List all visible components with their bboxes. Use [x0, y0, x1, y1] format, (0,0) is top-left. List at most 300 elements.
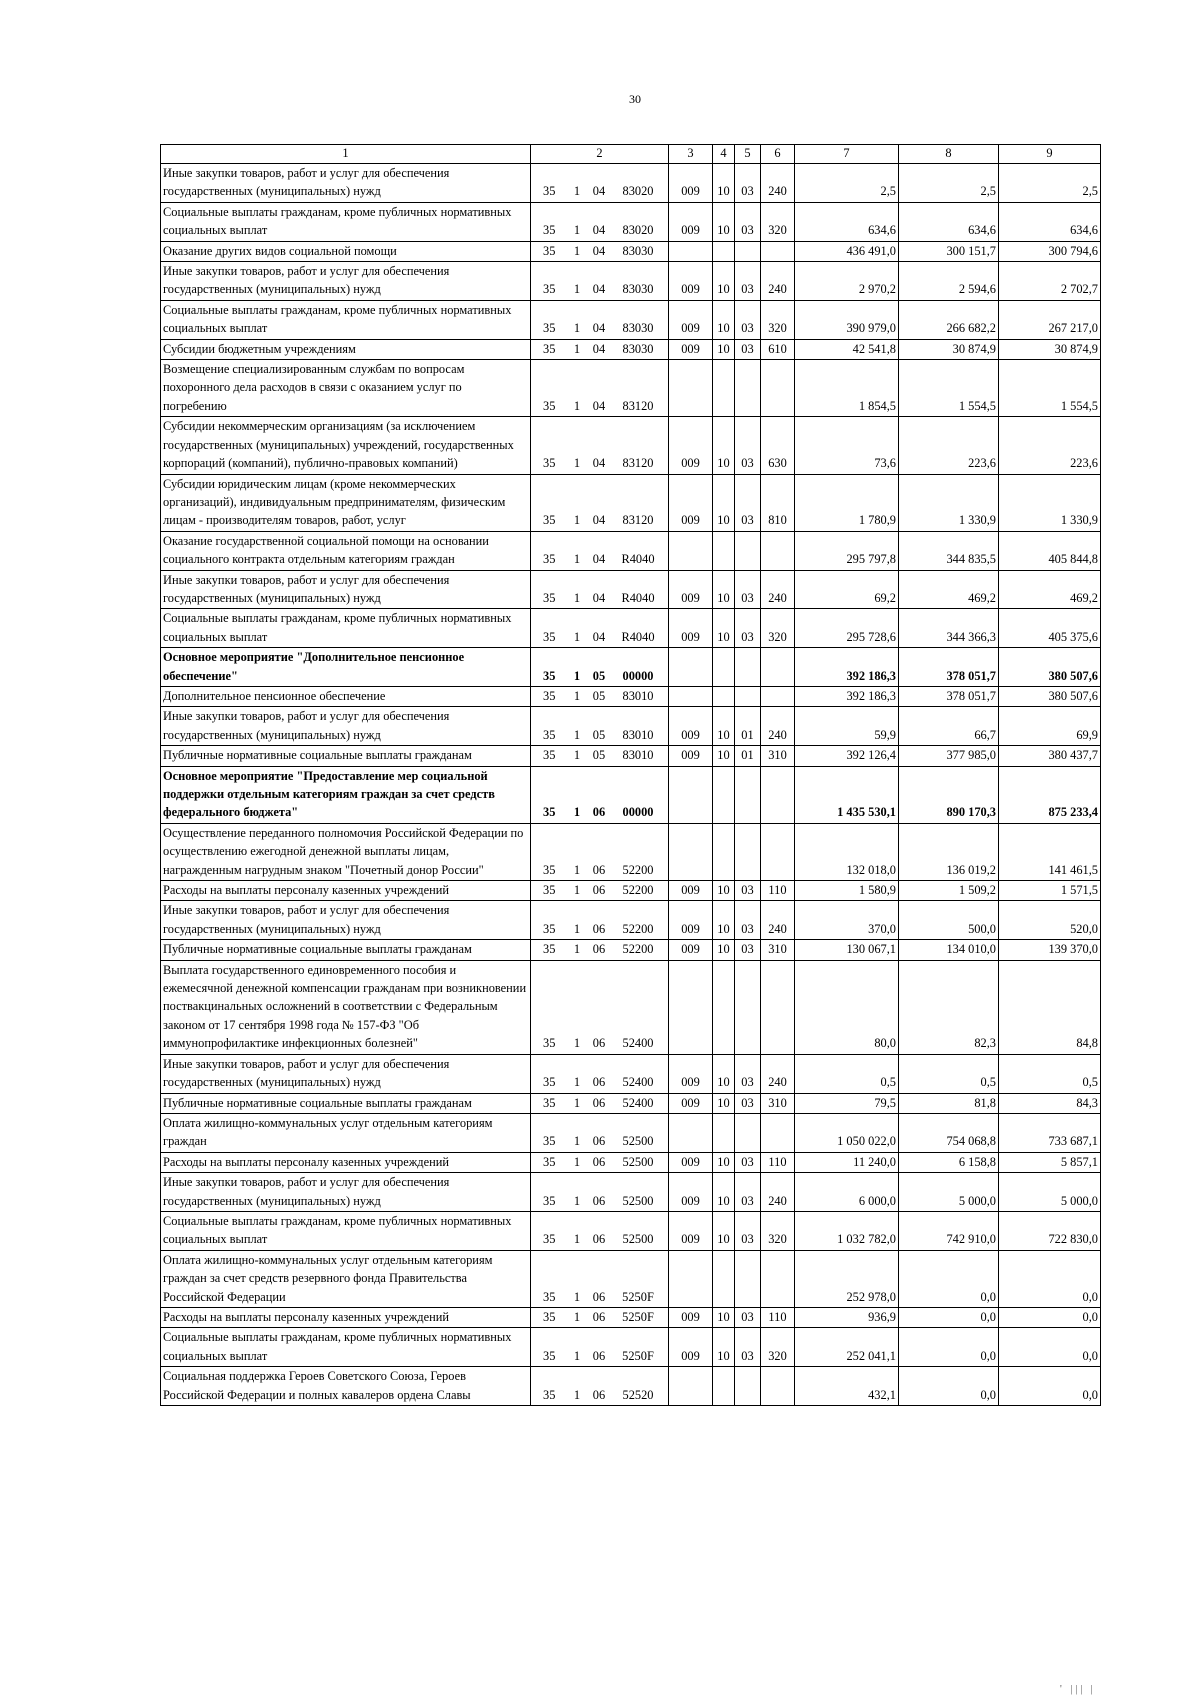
target-code-part: 35 — [543, 590, 556, 605]
row-section-code: 10 — [713, 901, 735, 940]
target-code-part: 35 — [543, 341, 556, 356]
row-section-code — [713, 1367, 735, 1406]
row-amount-col9: 223,6 — [999, 417, 1101, 474]
target-code-part: 04 — [592, 243, 606, 258]
row-amount-col9: 1 571,5 — [999, 881, 1101, 901]
row-section-code: 10 — [713, 609, 735, 648]
row-amount-col8: 0,0 — [899, 1328, 999, 1367]
target-code-part: 35 — [543, 1309, 556, 1324]
row-section-code — [713, 823, 735, 880]
row-section-code — [713, 1113, 735, 1152]
target-code-part: 06 — [592, 1232, 606, 1247]
row-amount-col8: 66,7 — [899, 707, 999, 746]
target-code-part: 04 — [592, 341, 606, 356]
row-target-code — [531, 300, 669, 339]
target-code-part: 35 — [543, 1193, 556, 1208]
row-expense-type-code: 310 — [761, 746, 795, 766]
row-name: Иные закупки товаров, работ и услуг для обеспечения государственных (муниципальных) нужд — [161, 164, 531, 203]
row-amount-col7: 436 491,0 — [795, 241, 899, 261]
row-amount-col7: 2,5 — [795, 164, 899, 203]
row-amount-col8: 378 051,7 — [899, 686, 999, 706]
table-row — [161, 300, 1101, 339]
target-code-part: 1 — [573, 727, 581, 742]
target-code-part: 35 — [543, 513, 556, 528]
row-amount-col8: 500,0 — [899, 901, 999, 940]
row-expense-type-code — [761, 648, 795, 687]
row-section-code — [713, 648, 735, 687]
target-code-part: 35 — [543, 921, 556, 936]
target-code-part: 52200 — [622, 921, 654, 936]
target-code-part: 35 — [543, 805, 556, 820]
target-code-part: R4040 — [621, 552, 655, 567]
row-target-code — [531, 417, 669, 474]
row-ministry-code: 009 — [669, 1173, 713, 1212]
row-expense-type-code: 320 — [761, 609, 795, 648]
row-amount-col8: 223,6 — [899, 417, 999, 474]
row-amount-col8: 30 874,9 — [899, 339, 999, 359]
row-name: Социальные выплаты гражданам, кроме публичных нормативных социальных выплат — [161, 609, 531, 648]
row-amount-col8: 2,5 — [899, 164, 999, 203]
row-amount-col9: 380 437,7 — [999, 746, 1101, 766]
row-ministry-code — [669, 823, 713, 880]
table-body — [161, 164, 1101, 1406]
table-row — [161, 1211, 1101, 1250]
target-code-part: 1 — [573, 883, 581, 898]
target-code-part: 35 — [543, 668, 556, 683]
target-code-part: 52400 — [622, 1095, 654, 1110]
row-target-code — [531, 1152, 669, 1172]
target-code-part: 04 — [592, 398, 606, 413]
target-code-part: 35 — [543, 1075, 556, 1090]
target-code-parts — [533, 1386, 666, 1404]
target-code-parts — [533, 589, 666, 607]
target-code-parts — [533, 940, 666, 958]
row-expense-type-code: 240 — [761, 901, 795, 940]
row-section-code: 10 — [713, 1054, 735, 1093]
table-row — [161, 648, 1101, 687]
table-row — [161, 417, 1101, 474]
row-target-code — [531, 531, 669, 570]
row-expense-type-code: 610 — [761, 339, 795, 359]
row-subsection-code: 03 — [735, 1307, 761, 1327]
row-name: Иные закупки товаров, работ и услуг для обеспечения государственных (муниципальных) нужд — [161, 1173, 531, 1212]
row-section-code — [713, 686, 735, 706]
target-code-part: 06 — [592, 862, 606, 877]
row-amount-col8: 634,6 — [899, 202, 999, 241]
target-code-part: 35 — [543, 883, 556, 898]
target-code-part: 1 — [573, 590, 581, 605]
row-name: Возмещение специализированным службам по вопросам похоронного дела расходов в связи с оказанием услуг по погребению — [161, 360, 531, 417]
row-amount-col7: 0,5 — [795, 1054, 899, 1093]
row-expense-type-code: 240 — [761, 1173, 795, 1212]
row-amount-col9: 0,5 — [999, 1054, 1101, 1093]
target-code-part: 83020 — [622, 223, 654, 238]
target-code-part: 05 — [592, 668, 606, 683]
row-ministry-code — [669, 1250, 713, 1307]
row-amount-col9: 380 507,6 — [999, 648, 1101, 687]
target-code-part: 35 — [543, 727, 556, 742]
row-name: Иные закупки товаров, работ и услуг для обеспечения государственных (муниципальных) нужд — [161, 707, 531, 746]
row-subsection-code: 03 — [735, 881, 761, 901]
row-target-code — [531, 1328, 669, 1367]
target-code-part: 35 — [543, 1134, 556, 1149]
target-code-part: 1 — [573, 1289, 581, 1304]
target-code-part: 1 — [573, 748, 581, 763]
target-code-parts — [533, 1034, 666, 1052]
row-amount-col7: 130 067,1 — [795, 940, 899, 960]
row-name: Публичные нормативные социальные выплаты гражданам — [161, 940, 531, 960]
row-name: Социальные выплаты гражданам, кроме публичных нормативных социальных выплат — [161, 1211, 531, 1250]
row-name: Оказание других видов социальной помощи — [161, 241, 531, 261]
row-expense-type-code: 320 — [761, 300, 795, 339]
target-code-part: 83030 — [622, 341, 654, 356]
target-code-part: 35 — [543, 321, 556, 336]
target-code-part: R4040 — [621, 590, 655, 605]
row-subsection-code — [735, 648, 761, 687]
target-code-parts — [533, 1230, 666, 1248]
row-subsection-code: 03 — [735, 164, 761, 203]
row-name: Субсидии некоммерческим организациям (за исключением государственных (муниципальных) учреждений, государственных корпораций (компаний), публично-правовых компаний) — [161, 417, 531, 474]
row-expense-type-code: 310 — [761, 1093, 795, 1113]
row-ministry-code: 009 — [669, 609, 713, 648]
row-name: Основное мероприятие "Предоставление мер социальной поддержки отдельным категориям граждан за счет средств федерального бюджета" — [161, 766, 531, 823]
row-section-code: 10 — [713, 746, 735, 766]
row-section-code: 10 — [713, 1093, 735, 1113]
row-subsection-code: 03 — [735, 300, 761, 339]
row-amount-col9: 722 830,0 — [999, 1211, 1101, 1250]
table-row — [161, 746, 1101, 766]
target-code-part: 04 — [592, 282, 606, 297]
target-code-parts — [533, 221, 666, 239]
target-code-part: 1 — [573, 688, 581, 703]
table-row — [161, 360, 1101, 417]
row-section-code: 10 — [713, 339, 735, 359]
target-code-part: 52500 — [622, 1232, 654, 1247]
row-amount-col9: 405 375,6 — [999, 609, 1101, 648]
row-amount-col9: 69,9 — [999, 707, 1101, 746]
target-code-part: 5250F — [622, 1289, 654, 1304]
target-code-part: 06 — [592, 1348, 606, 1363]
row-name: Оплата жилищно-коммунальных услуг отдельным категориям граждан за счет средств резервного фонда Правительства Российской Федерации — [161, 1250, 531, 1307]
row-amount-col9: 469,2 — [999, 570, 1101, 609]
row-amount-col9: 634,6 — [999, 202, 1101, 241]
row-subsection-code: 03 — [735, 339, 761, 359]
row-amount-col7: 6 000,0 — [795, 1173, 899, 1212]
row-target-code — [531, 940, 669, 960]
row-amount-col7: 73,6 — [795, 417, 899, 474]
target-code-part: 06 — [592, 921, 606, 936]
target-code-part: 06 — [592, 1154, 606, 1169]
target-code-part: 35 — [543, 1154, 556, 1169]
row-ministry-code: 009 — [669, 1152, 713, 1172]
row-subsection-code: 03 — [735, 202, 761, 241]
row-expense-type-code — [761, 1367, 795, 1406]
target-code-parts — [533, 920, 666, 938]
row-amount-col8: 1 554,5 — [899, 360, 999, 417]
row-subsection-code — [735, 686, 761, 706]
target-code-part: 52500 — [622, 1193, 654, 1208]
row-amount-col9: 139 370,0 — [999, 940, 1101, 960]
target-code-part: 1 — [573, 862, 581, 877]
row-amount-col7: 2 970,2 — [795, 262, 899, 301]
row-subsection-code: 03 — [735, 1093, 761, 1113]
target-code-part: 1 — [573, 1075, 581, 1090]
row-amount-col8: 300 151,7 — [899, 241, 999, 261]
target-code-part: 06 — [592, 1309, 606, 1324]
row-ministry-code: 009 — [669, 746, 713, 766]
target-code-part: 04 — [592, 513, 606, 528]
table-row — [161, 262, 1101, 301]
target-code-part: 00000 — [622, 805, 654, 820]
row-expense-type-code — [761, 686, 795, 706]
target-code-part: 5250F — [622, 1348, 654, 1363]
row-name: Субсидии юридическим лицам (кроме некоммерческих организаций), индивидуальным предпринимателям, физическим лицам - производителям товаров, работ, услуг — [161, 474, 531, 531]
target-code-part: 35 — [543, 1289, 556, 1304]
row-name: Иные закупки товаров, работ и услуг для обеспечения государственных (муниципальных) нужд — [161, 1054, 531, 1093]
row-subsection-code — [735, 766, 761, 823]
target-code-parts — [533, 746, 666, 764]
row-section-code: 10 — [713, 570, 735, 609]
target-code-part: 1 — [573, 1095, 581, 1110]
row-ministry-code: 009 — [669, 570, 713, 609]
target-code-part: 52500 — [622, 1154, 654, 1169]
row-expense-type-code — [761, 823, 795, 880]
target-code-parts — [533, 1132, 666, 1150]
row-target-code — [531, 164, 669, 203]
target-code-part: 35 — [543, 184, 556, 199]
row-target-code — [531, 1367, 669, 1406]
row-target-code — [531, 1093, 669, 1113]
table-row — [161, 241, 1101, 261]
target-code-parts — [533, 319, 666, 337]
row-expense-type-code — [761, 1113, 795, 1152]
target-code-part: 1 — [573, 184, 581, 199]
row-amount-col7: 69,2 — [795, 570, 899, 609]
target-code-part: 83020 — [622, 184, 654, 199]
target-code-part: 35 — [543, 1036, 556, 1051]
row-subsection-code — [735, 531, 761, 570]
target-code-parts — [533, 340, 666, 358]
target-code-part: 35 — [543, 282, 556, 297]
row-amount-col8: 82,3 — [899, 960, 999, 1054]
row-amount-col7: 59,9 — [795, 707, 899, 746]
row-target-code — [531, 881, 669, 901]
row-subsection-code: 03 — [735, 940, 761, 960]
row-amount-col8: 469,2 — [899, 570, 999, 609]
target-code-part: 06 — [592, 883, 606, 898]
target-code-part: 52200 — [622, 942, 654, 957]
row-amount-col9: 380 507,6 — [999, 686, 1101, 706]
row-ministry-code — [669, 686, 713, 706]
row-target-code — [531, 1173, 669, 1212]
row-section-code: 10 — [713, 1211, 735, 1250]
target-code-part: 1 — [573, 1134, 581, 1149]
row-expense-type-code — [761, 960, 795, 1054]
target-code-part: 35 — [543, 456, 556, 471]
row-amount-col7: 295 728,6 — [795, 609, 899, 648]
row-amount-col9: 520,0 — [999, 901, 1101, 940]
target-code-parts — [533, 1192, 666, 1210]
row-subsection-code — [735, 241, 761, 261]
row-section-code — [713, 531, 735, 570]
target-code-parts — [533, 550, 666, 568]
target-code-part: 1 — [573, 513, 581, 528]
row-expense-type-code: 310 — [761, 940, 795, 960]
target-code-part: 1 — [573, 282, 581, 297]
target-code-part: 06 — [592, 1289, 606, 1304]
row-ministry-code: 009 — [669, 262, 713, 301]
row-ministry-code — [669, 360, 713, 417]
header-cell: 8 — [899, 145, 999, 164]
header-cell: 9 — [999, 145, 1101, 164]
row-amount-col9: 300 794,6 — [999, 241, 1101, 261]
target-code-parts — [533, 628, 666, 646]
target-code-part: 1 — [573, 1193, 581, 1208]
row-amount-col7: 1 580,9 — [795, 881, 899, 901]
row-amount-col8: 0,0 — [899, 1367, 999, 1406]
row-amount-col7: 79,5 — [795, 1093, 899, 1113]
target-code-part: 1 — [573, 629, 581, 644]
row-amount-col7: 432,1 — [795, 1367, 899, 1406]
row-ministry-code — [669, 1113, 713, 1152]
row-amount-col9: 1 330,9 — [999, 474, 1101, 531]
row-section-code: 10 — [713, 417, 735, 474]
row-amount-col9: 405 844,8 — [999, 531, 1101, 570]
row-target-code — [531, 262, 669, 301]
target-code-part: 1 — [573, 223, 581, 238]
row-amount-col9: 2 702,7 — [999, 262, 1101, 301]
table-row — [161, 474, 1101, 531]
row-subsection-code: 01 — [735, 707, 761, 746]
row-amount-col8: 344 366,3 — [899, 609, 999, 648]
target-code-parts — [533, 687, 666, 705]
row-amount-col9: 141 461,5 — [999, 823, 1101, 880]
row-amount-col8: 81,8 — [899, 1093, 999, 1113]
row-target-code — [531, 1211, 669, 1250]
target-code-part: 52400 — [622, 1075, 654, 1090]
row-name: Оплата жилищно-коммунальных услуг отдельным категориям граждан — [161, 1113, 531, 1152]
target-code-part: 1 — [573, 552, 581, 567]
header-row — [161, 145, 1101, 164]
row-name: Расходы на выплаты персоналу казенных учреждений — [161, 1307, 531, 1327]
target-code-part: 05 — [592, 727, 606, 742]
row-amount-col9: 30 874,9 — [999, 339, 1101, 359]
row-amount-col8: 890 170,3 — [899, 766, 999, 823]
target-code-part: 1 — [573, 321, 581, 336]
table-row — [161, 531, 1101, 570]
table-row — [161, 570, 1101, 609]
target-code-part: 04 — [592, 223, 606, 238]
target-code-parts — [533, 1094, 666, 1112]
table-row — [161, 707, 1101, 746]
row-subsection-code: 03 — [735, 474, 761, 531]
row-target-code — [531, 1307, 669, 1327]
table-row — [161, 1113, 1101, 1152]
row-subsection-code: 03 — [735, 1328, 761, 1367]
row-name: Публичные нормативные социальные выплаты гражданам — [161, 1093, 531, 1113]
row-expense-type-code: 320 — [761, 202, 795, 241]
header-cell: 3 — [669, 145, 713, 164]
row-expense-type-code: 320 — [761, 1211, 795, 1250]
target-code-parts — [533, 280, 666, 298]
target-code-part: 06 — [592, 1036, 606, 1051]
target-code-parts — [533, 861, 666, 879]
target-code-part: 52200 — [622, 883, 654, 898]
row-amount-col7: 1 032 782,0 — [795, 1211, 899, 1250]
row-name: Иные закупки товаров, работ и услуг для обеспечения государственных (муниципальных) нужд — [161, 901, 531, 940]
row-section-code: 10 — [713, 202, 735, 241]
row-section-code: 10 — [713, 262, 735, 301]
row-target-code — [531, 746, 669, 766]
target-code-parts — [533, 397, 666, 415]
row-subsection-code — [735, 360, 761, 417]
row-ministry-code: 009 — [669, 881, 713, 901]
table-row — [161, 202, 1101, 241]
target-code-part: 04 — [592, 629, 606, 644]
table-row — [161, 766, 1101, 823]
row-amount-col7: 42 541,8 — [795, 339, 899, 359]
row-amount-col7: 634,6 — [795, 202, 899, 241]
table-row — [161, 940, 1101, 960]
target-code-parts — [533, 1288, 666, 1306]
row-target-code — [531, 707, 669, 746]
table-row — [161, 881, 1101, 901]
target-code-part: 52200 — [622, 862, 654, 877]
row-expense-type-code: 240 — [761, 1054, 795, 1093]
target-code-part: 35 — [543, 1348, 556, 1363]
target-code-part: 35 — [543, 1232, 556, 1247]
target-code-parts — [533, 1308, 666, 1326]
row-amount-col8: 266 682,2 — [899, 300, 999, 339]
row-ministry-code: 009 — [669, 1307, 713, 1327]
row-ministry-code — [669, 766, 713, 823]
row-ministry-code: 009 — [669, 940, 713, 960]
row-amount-col9: 0,0 — [999, 1328, 1101, 1367]
row-subsection-code: 03 — [735, 417, 761, 474]
row-section-code — [713, 241, 735, 261]
row-ministry-code: 009 — [669, 164, 713, 203]
target-code-part: 5250F — [622, 1309, 654, 1324]
row-ministry-code: 009 — [669, 1093, 713, 1113]
target-code-part: 83120 — [622, 456, 654, 471]
row-section-code: 10 — [713, 1152, 735, 1172]
table-row — [161, 823, 1101, 880]
row-amount-col7: 392 186,3 — [795, 686, 899, 706]
row-expense-type-code: 630 — [761, 417, 795, 474]
row-amount-col8: 0,0 — [899, 1307, 999, 1327]
row-amount-col7: 370,0 — [795, 901, 899, 940]
row-name: Социальные выплаты гражданам, кроме публичных нормативных социальных выплат — [161, 1328, 531, 1367]
row-amount-col8: 742 910,0 — [899, 1211, 999, 1250]
target-code-part: 1 — [573, 341, 581, 356]
table-row — [161, 960, 1101, 1054]
row-section-code: 10 — [713, 1173, 735, 1212]
target-code-part: 83120 — [622, 398, 654, 413]
row-target-code — [531, 823, 669, 880]
header-cell: 5 — [735, 145, 761, 164]
table-row — [161, 1250, 1101, 1307]
row-section-code: 10 — [713, 300, 735, 339]
row-amount-col8: 6 158,8 — [899, 1152, 999, 1172]
row-ministry-code: 009 — [669, 707, 713, 746]
row-name: Социальная поддержка Героев Советского Союза, Героев Российской Федерации и полных кавалеров ордена Славы — [161, 1367, 531, 1406]
table-row — [161, 1152, 1101, 1172]
row-name: Социальные выплаты гражданам, кроме публичных нормативных социальных выплат — [161, 300, 531, 339]
target-code-part: 35 — [543, 243, 556, 258]
row-amount-col9: 267 217,0 — [999, 300, 1101, 339]
target-code-part: 35 — [543, 552, 556, 567]
row-amount-col7: 295 797,8 — [795, 531, 899, 570]
